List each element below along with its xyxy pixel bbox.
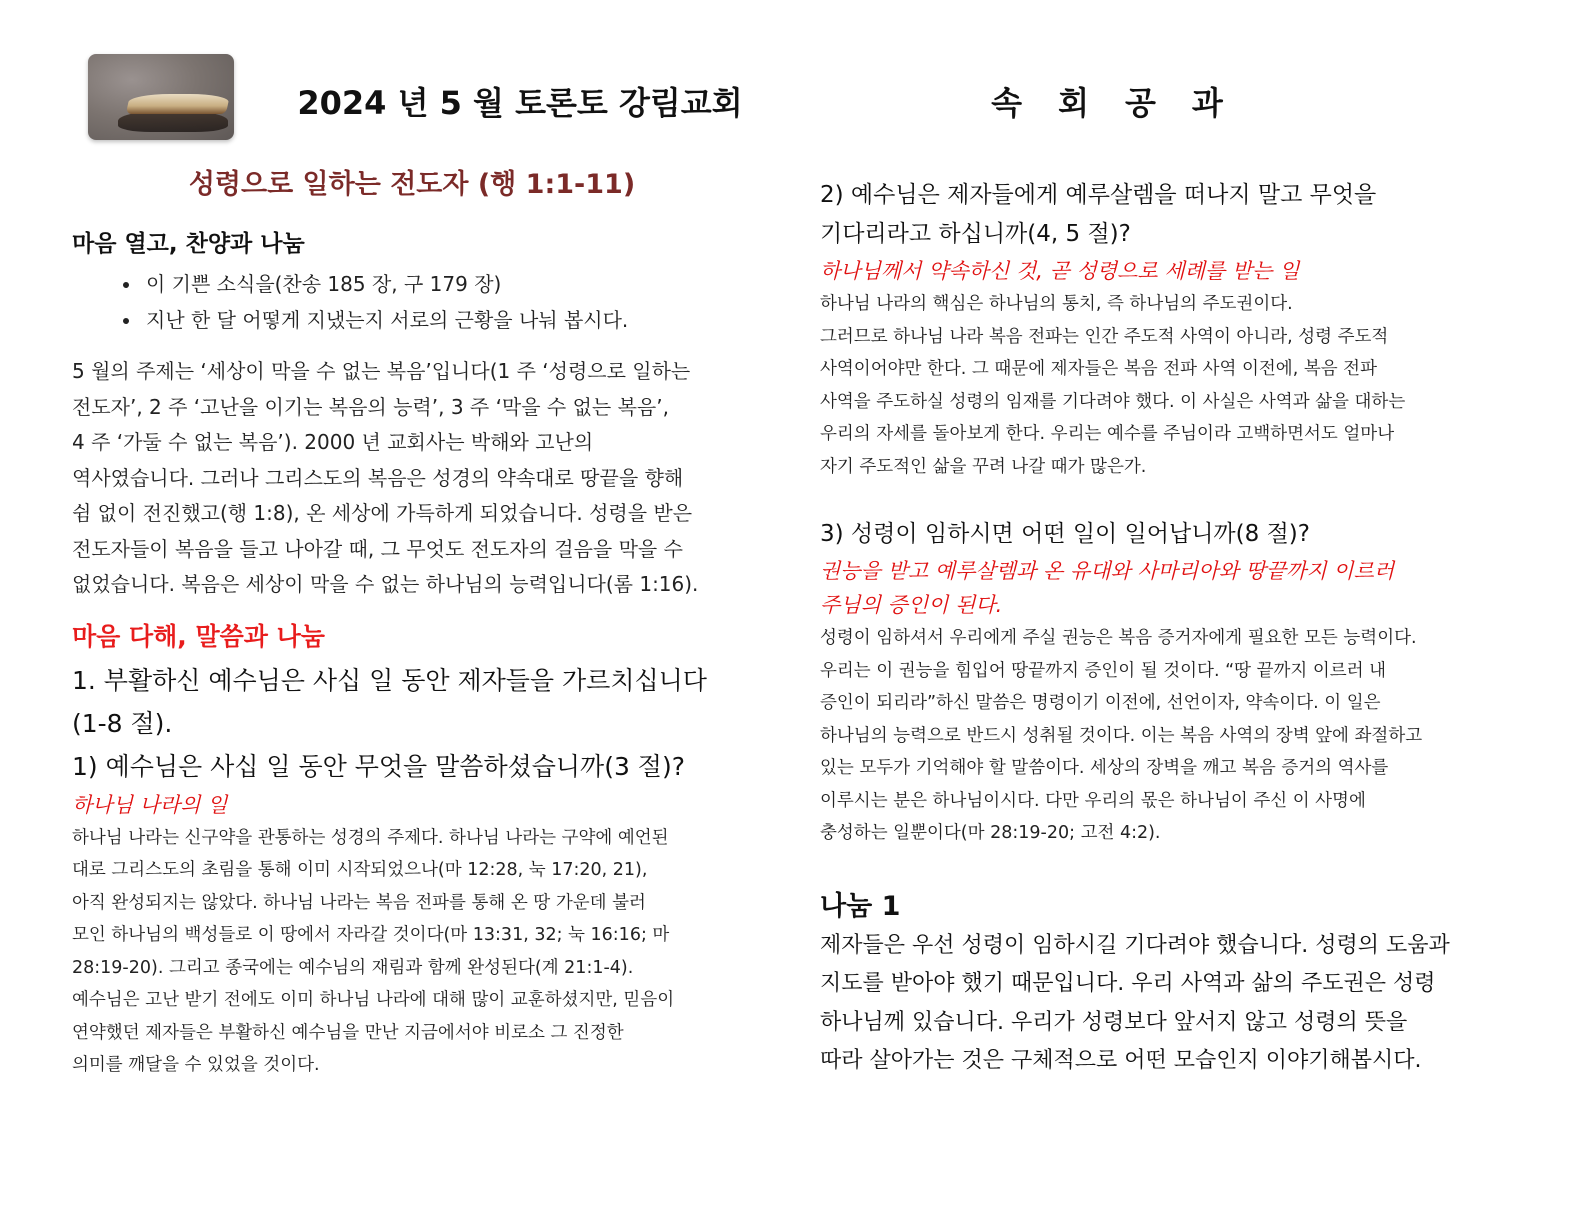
text-line: 하나님께 있습니다. 우리가 성령보다 앞서지 않고 성령의 뜻을 [820, 1009, 1408, 1035]
list-item: • 이 기쁜 소식을(찬송 185 장, 구 179 장) [142, 266, 752, 302]
right-column [820, 176, 1510, 1081]
question-2-commentary [820, 288, 1510, 483]
text-line: 따라 살아가는 것은 구체적으로 어떤 모습인지 이야기해봅시다. [820, 1048, 1422, 1073]
text-line: 그러므로 하나님 나라 복음 전파는 인간 주도적 사역이 아니라, 성령 주도적 [820, 326, 1389, 347]
intro-paragraph [72, 354, 752, 603]
share-heading: 나눔 1 [820, 890, 901, 922]
text-line: 2) 예수님은 제자들에게 예루살렘을 떠나지 말고 무엇을 [820, 182, 1377, 208]
page-title: 2024 년 5 월 토론토 강림교회 [297, 84, 743, 122]
page-subtitle: 속회공과 [991, 84, 1259, 122]
text-line: 전도자’, 2 주 ‘고난을 이기는 복음의 능력’, 3 주 ‘막을 수 없는 복음’, [72, 394, 669, 419]
text-line: 충성하는 일뿐이다(마 28:19-20; 고전 4:2). [820, 823, 1161, 843]
spacer [820, 483, 1510, 515]
text-line: 의미를 깨달을 수 있었을 것이다. [72, 1055, 320, 1075]
text-line: 연약했던 제자들은 부활하신 예수님을 만난 지금에서야 비로소 그 진정한 [72, 1022, 624, 1043]
text-line: 하나님 나라는 신구약을 관통하는 성경의 주제다. 하나님 나라는 구약에 예언된 [72, 827, 669, 848]
text-line: 쉼 없이 전진했고(행 1:8), 온 세상에 가득하게 되었습니다. 성령을 받은 [72, 501, 693, 525]
share-paragraph [820, 927, 1510, 1081]
sermon-title: 성령으로 일하는 전도자 (행 1:1-11) [188, 169, 636, 200]
list-item: • 지난 한 달 어떻게 지냈는지 서로의 근황을 나눠 봅시다. [142, 302, 752, 338]
text-line: 역사였습니다. 그러나 그리스도의 복음은 성경의 약속대로 땅끝을 향해 [72, 465, 684, 490]
text-line: 전도자들이 복음을 들고 나아갈 때, 그 무엇도 전도자의 걸음을 막을 수 [72, 536, 683, 561]
question-2 [820, 176, 1510, 254]
text-line: 제자들은 우선 성령이 임하시길 기다려야 했습니다. 성령의 도움과 [820, 932, 1450, 958]
open-book-icon [126, 94, 230, 114]
text-line: 사역을 주도하실 성령의 임재를 기다려야 했다. 이 사실은 사역과 삶을 대하는 [820, 391, 1406, 412]
text-line: 주님의 증인이 된다. [820, 593, 1003, 617]
text-line: 아직 완성되지는 않았다. 하나님 나라는 복음 전파를 통해 온 땅 가운데 불러 [72, 892, 646, 913]
answer-3 [820, 554, 1510, 622]
section-heading-open-heart: 마음 열고, 찬양과 나눔 [72, 231, 305, 257]
text-line: 지도를 받아야 했기 때문입니다. 우리 사역과 삶의 주도권은 성령 [820, 971, 1436, 996]
text-line: 이루시는 분은 하나님이시다. 다만 우리의 몫은 하나님이 주신 이 사명에 [820, 790, 1366, 811]
point-heading [72, 659, 752, 745]
question-1: 1) 예수님은 사십 일 동안 무엇을 말씀하셨습니까(3 절)? [72, 751, 685, 781]
text-line: 대로 그리스도의 초림을 통해 이미 시작되었으나(마 12:28, 눅 17:20, 21), [72, 860, 648, 880]
text-line: 하나님의 능력으로 반드시 성취될 것이다. 이는 복음 사역의 장벽 앞에 좌절하고 [820, 725, 1423, 746]
left-column [72, 158, 752, 1082]
text-line: 증인이 되리라”하신 말씀은 명령이기 이전에, 선언이자, 약속이다. 이 일은 [820, 693, 1381, 713]
text-line: 없었습니다. 복음은 세상이 막을 수 없는 하나님의 능력입니다(롬 1:16). [72, 572, 699, 596]
question-1-commentary [72, 822, 752, 1082]
text-line: 자기 주도적인 삶을 꾸려 나갈 때가 많은가. [820, 456, 1147, 477]
text-line: (1-8 절). [72, 708, 173, 738]
bullet-list [72, 266, 752, 338]
text-line: 우리의 자세를 돌아보게 한다. 우리는 예수를 주님이라 고백하면서도 얼마나 [820, 424, 1395, 444]
text-line: 1. 부활하신 예수님은 사십 일 동안 제자들을 가르치십니다 [72, 665, 707, 695]
text-line: 모인 하나님의 백성들로 이 땅에서 자라갈 것이다(마 13:31, 32; 눅 16:16; 마 [72, 925, 670, 945]
text-line: 예수님은 고난 받기 전에도 이미 하나님 나라에 대해 많이 교훈하셨지만, 믿음이 [72, 990, 675, 1010]
text-line: 하나님 나라의 핵심은 하나님의 통치, 즉 하나님의 주도권이다. [820, 294, 1293, 314]
question-3-commentary [820, 622, 1510, 850]
text-line: 28:19-20). 그리고 종국에는 예수님의 재림과 함께 완성된다(계 21:1-4). [72, 957, 634, 978]
text-line: 있는 모두가 기억해야 할 말씀이다. 세상의 장벽을 깨고 복음 증거의 역사를 [820, 758, 1389, 778]
text-line: 5 월의 주제는 ‘세상이 막을 수 없는 복음’입니다(1 주 ‘성령으로 일하는 [72, 359, 691, 383]
text-line: 4 주 ‘가둘 수 없는 복음’). 2000 년 교회사는 박해와 고난의 [72, 430, 594, 454]
answer-2: 하나님께서 약속하신 것, 곧 성령으로 세례를 받는 일 [820, 259, 1300, 283]
question-3: 3) 성령이 임하시면 어떤 일이 일어납니까(8 절)? [820, 521, 1310, 547]
text-line: 성령이 임하셔서 우리에게 주실 권능은 복음 증거자에게 필요한 모든 능력이다. [820, 628, 1417, 648]
answer-1: 하나님 나라의 일 [72, 792, 228, 817]
text-line: 사역이어야만 한다. 그 때문에 제자들은 복음 전파 사역 이전에, 복음 전파 [820, 359, 1377, 379]
open-bible-photo [88, 54, 234, 140]
text-line: 우리는 이 권능을 힘입어 땅끝까지 증인이 될 것이다. “땅 끝까지 이르러 내 [820, 660, 1387, 681]
section-heading-word: 마음 다해, 말씀과 나눔 [72, 621, 325, 651]
text-line: 권능을 받고 예루살렘과 온 유대와 사마리아와 땅끝까지 이르러 [820, 559, 1395, 583]
text-line: 기다리라고 하십니까(4, 5 절)? [820, 221, 1131, 247]
